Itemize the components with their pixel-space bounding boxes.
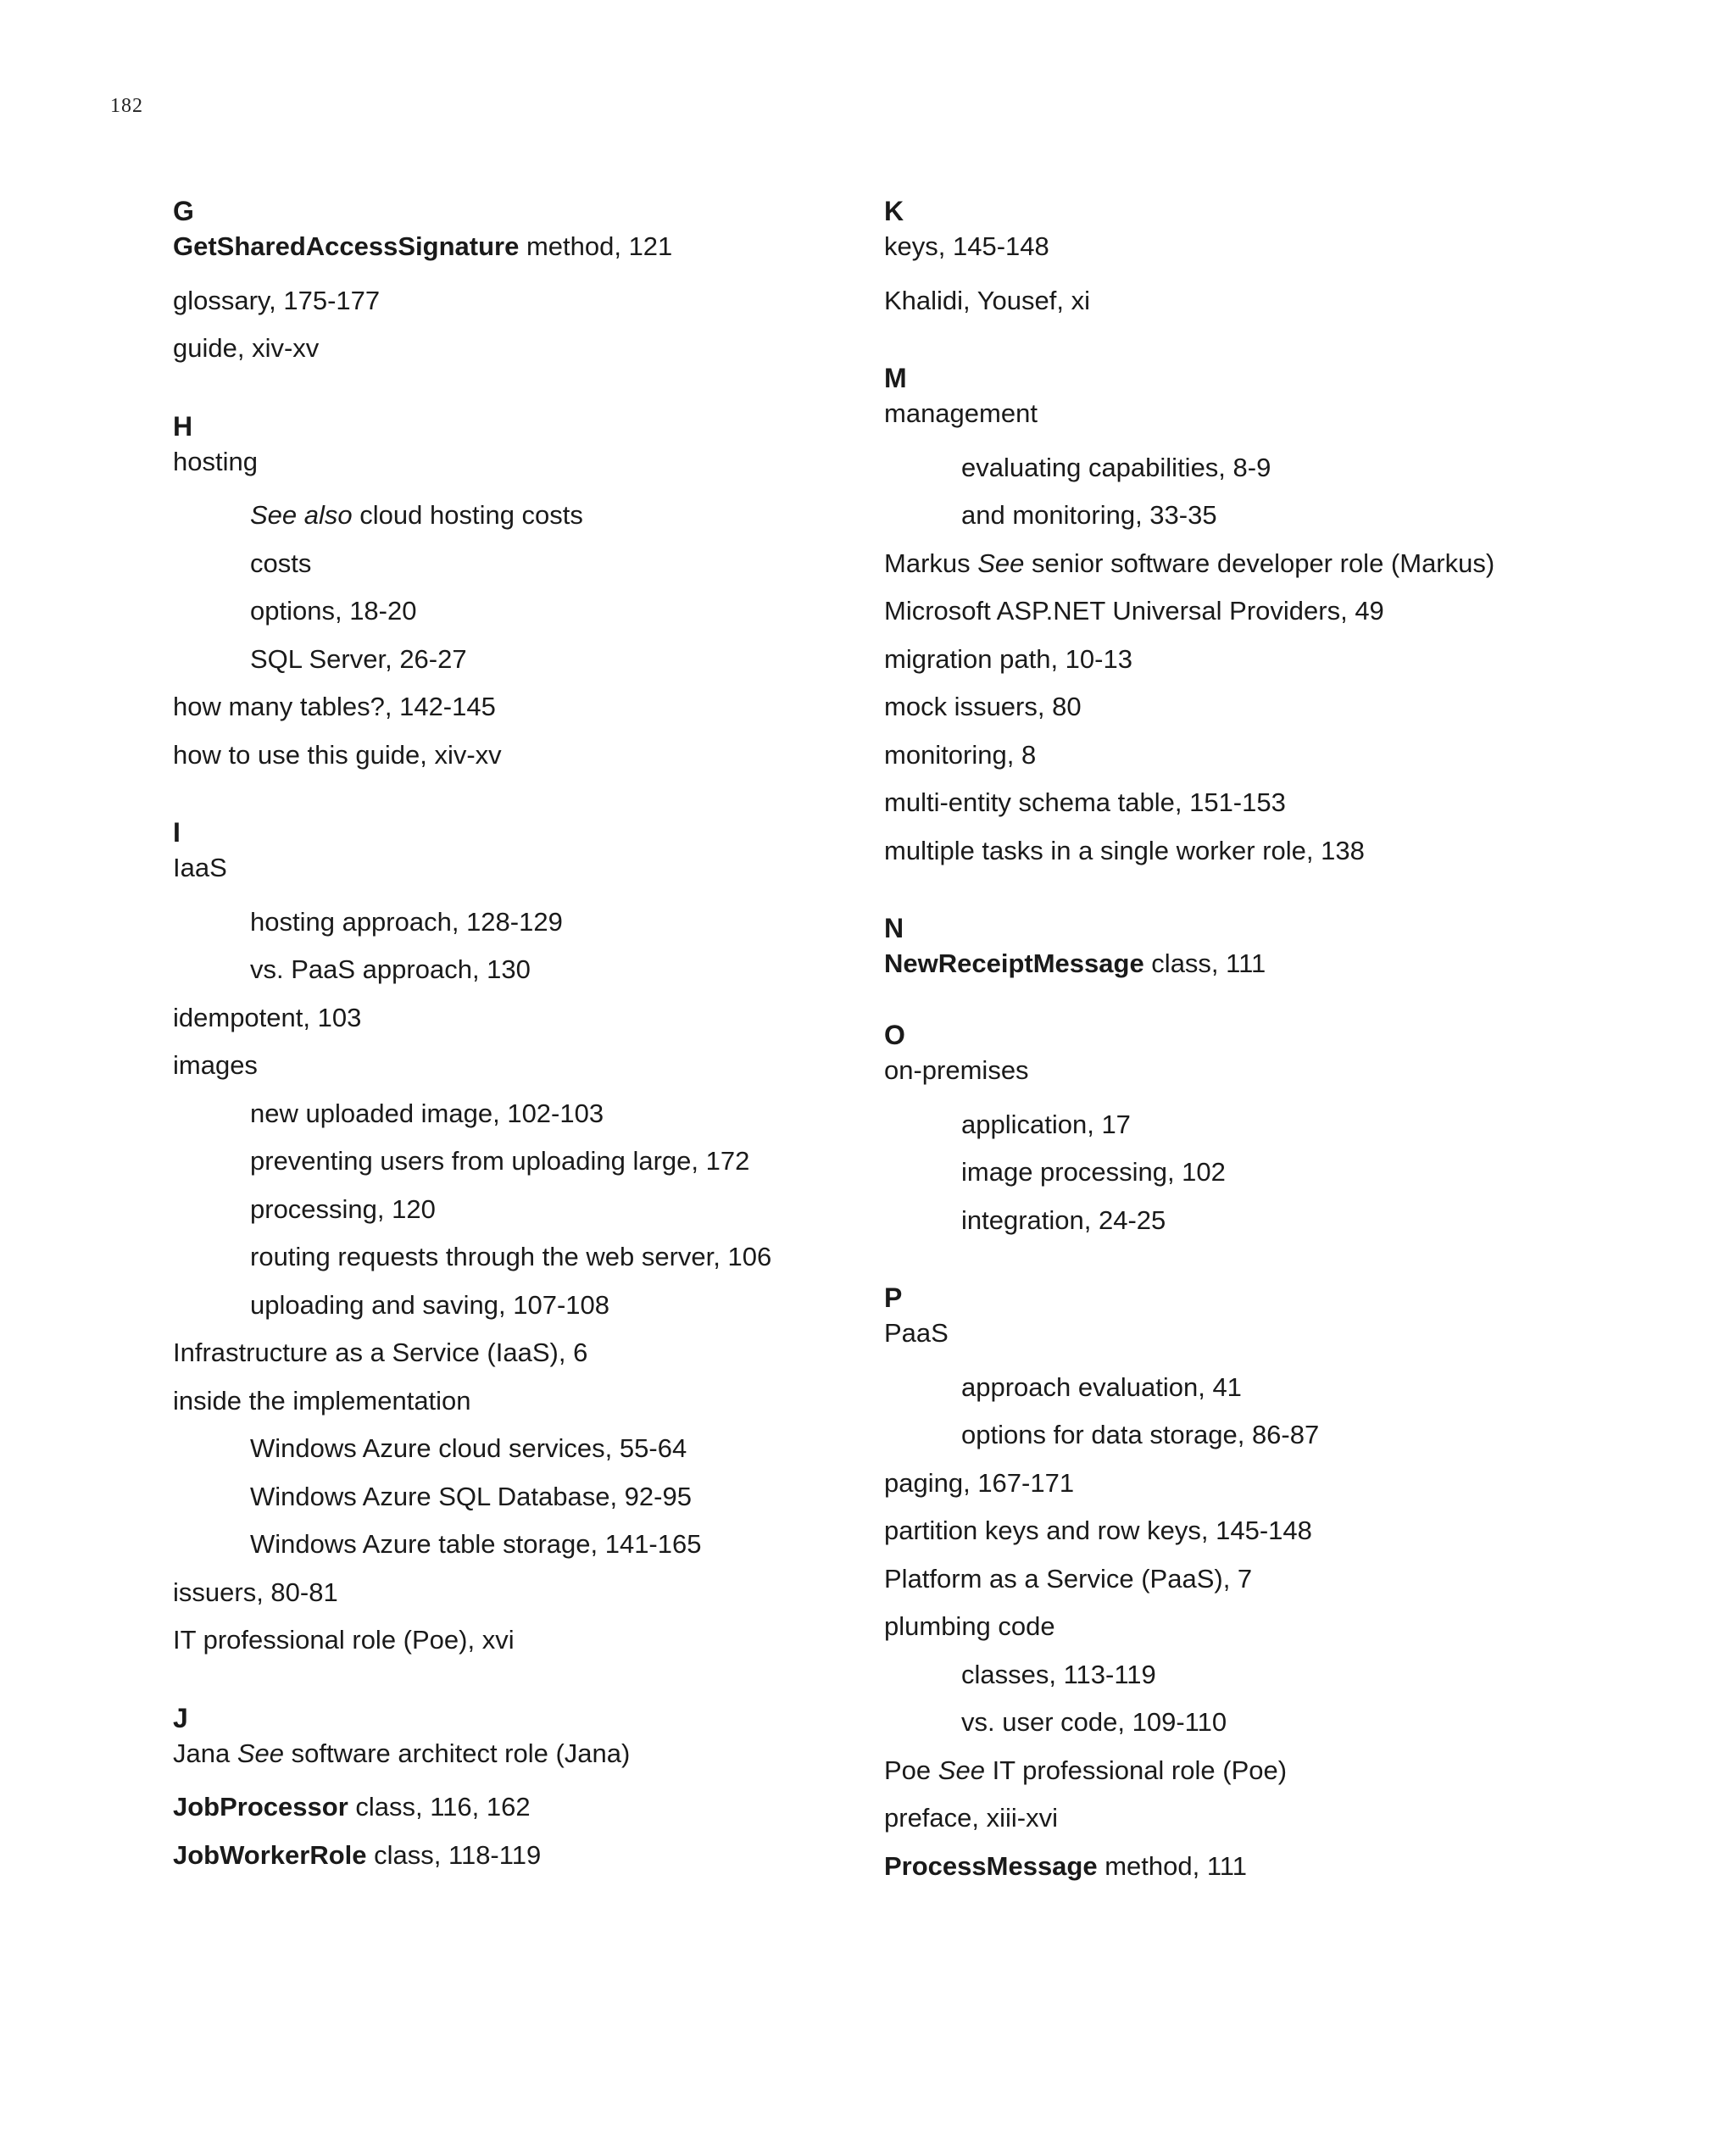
entry-text: glossary, 175-177 [173,285,381,315]
index-subentry [173,1521,851,1569]
entry-text: Jana [173,1738,237,1768]
index-entry [884,277,1562,325]
entry-text: method, 111 [1097,1850,1247,1881]
index-subentry [173,1282,851,1330]
entry-text: multiple tasks in a single worker role, 138 [884,835,1365,865]
entry-see-reference: See [977,548,1025,578]
entry-text: Windows Azure SQL Database, 92-95 [250,1481,692,1511]
index-entry [884,1316,1562,1351]
index-entry [173,229,851,264]
index-entry [884,1603,1562,1651]
index-section-j [173,1700,851,1880]
entry-text: new uploaded image, 102-103 [250,1098,604,1128]
index-entry [884,827,1562,876]
index-entry [884,683,1562,731]
index-subentry [173,1233,851,1282]
section-letter: P [884,1282,903,1313]
index-subentry [173,898,851,947]
index-entry [173,1042,851,1090]
index-subentry [173,636,851,684]
entry-text: multi-entity schema table, 151-153 [884,787,1286,817]
index-entry [173,1736,851,1772]
entry-text: partition keys and row keys, 145-148 [884,1516,1312,1545]
index-entry [884,396,1562,431]
entry-term-bold: NewReceiptMessage [884,948,1144,978]
section-letter: J [173,1702,188,1733]
entry-text: classes, 113-119 [961,1659,1156,1689]
entry-text: Khalidi, Yousef, xi [884,285,1091,315]
index-entry [173,994,851,1043]
entry-text: keys, 145-148 [884,231,1049,261]
entry-text: options, 18-20 [250,596,417,626]
index-entry [884,1460,1562,1508]
index-entry [884,1053,1562,1088]
index-section-p [884,1280,1562,1890]
index-entry [173,850,851,886]
entry-see-reference: See [236,1738,285,1768]
section-letter: I [173,817,181,848]
index-section-o [884,1017,1562,1244]
index-subentry [173,1473,851,1521]
index-section-i [173,815,851,1665]
entry-text: IaaS [173,853,227,882]
index-column-right [884,193,1562,1926]
entry-text: Microsoft ASP.NET Universal Providers, 49 [884,596,1384,626]
entry-text: uploading and saving, 107-108 [250,1289,610,1320]
section-letter: K [884,196,904,226]
entry-text: class, 116, 162 [348,1792,531,1822]
entry-text: issuers, 80-81 [173,1577,338,1607]
entry-text: SQL Server, 26-27 [250,643,467,674]
entry-text: routing requests through the web server, 106 [250,1242,772,1271]
index-entry [884,636,1562,684]
entry-text: method, 121 [519,231,673,261]
entry-text: integration, 24-25 [961,1204,1166,1235]
entry-text: guide, xiv-xv [173,333,320,363]
entry-text: monitoring, 8 [884,739,1037,770]
index-entry [173,325,851,373]
index-entry [173,1783,851,1832]
entry-text: image processing, 102 [961,1157,1226,1187]
index-entry [173,1329,851,1377]
entry-text: hosting [173,446,258,476]
index-subentry [884,1364,1562,1412]
index-subentry [173,946,851,994]
entry-text: senior software developer role (Markus) [1024,548,1495,578]
index-entry [884,587,1562,636]
page-number: 182 [110,95,143,117]
section-letter: H [173,410,193,442]
section-letter: M [884,363,907,393]
entry-term-bold: JobProcessor [173,1792,348,1822]
entry-text: paging, 167-171 [884,1467,1075,1498]
index-entry [884,1555,1562,1604]
entry-text: evaluating capabilities, 8-9 [961,452,1271,482]
entry-text: vs. user code, 109-110 [961,1707,1227,1737]
index-subentry [884,492,1562,540]
entry-text: on-premises [884,1055,1029,1085]
index-subentry [884,1411,1562,1460]
entry-text: and monitoring, 33-35 [961,500,1217,530]
entry-text: processing, 120 [250,1193,436,1224]
index-entry [884,1507,1562,1555]
index-entry [884,1747,1562,1795]
index-entry [173,444,851,480]
section-letter: N [884,913,904,943]
index-entry [173,1832,851,1880]
entry-text: how many tables?, 142-145 [173,692,496,721]
index-entry [884,229,1562,264]
index-subentry [173,540,851,588]
section-letter: G [173,196,194,226]
index-subentry [173,587,851,636]
index-entry [884,779,1562,827]
entry-text: Windows Azure table storage, 141-165 [250,1529,702,1559]
index-entry [884,1843,1562,1891]
index-subentry [173,492,851,540]
index-entry [173,277,851,325]
index-section-m [884,360,1562,875]
index-section-h [173,409,851,780]
entry-text: class, 118-119 [366,1839,542,1870]
entry-text: management [884,398,1038,428]
index-column-left [173,193,851,1915]
index-subentry [884,444,1562,492]
entry-text: vs. PaaS approach, 130 [250,954,531,984]
entry-text: Infrastructure as a Service (IaaS), 6 [173,1338,588,1367]
index-section-g [173,193,851,373]
index-entry [884,540,1562,588]
entry-text: IT professional role (Poe), xvi [173,1625,515,1655]
entry-text: images [173,1050,258,1080]
index-entry [173,683,851,731]
entry-text: application, 17 [961,1109,1131,1139]
entry-text: how to use this guide, xiv-xv [173,739,502,770]
entry-text: inside the implementation [173,1385,471,1416]
entry-text: idempotent, 103 [173,1002,362,1032]
index-subentry [884,1149,1562,1197]
index-entry [173,731,851,780]
index-entry [884,946,1562,982]
index-section-k [884,193,1562,325]
entry-term-bold: ProcessMessage [884,1850,1098,1881]
index-subentry [884,1651,1562,1699]
entry-text: plumbing code [884,1611,1055,1641]
entry-text: software architect role (Jana) [284,1738,631,1768]
entry-term-bold: JobWorkerRole [173,1839,367,1870]
index-entry [173,1377,851,1426]
entry-text: options for data storage, 86-87 [961,1420,1320,1449]
entry-text: costs [250,548,312,578]
entry-see-reference: See [938,1755,985,1785]
entry-text: migration path, 10-13 [884,643,1132,674]
index-entry [173,1616,851,1665]
entry-term-bold: GetSharedAccessSignature [173,231,520,261]
entry-text: preface, xiii-xvi [884,1803,1058,1833]
index-subentry [173,1138,851,1186]
index-subentry [884,1197,1562,1245]
entry-text: IT professional role (Poe) [984,1755,1288,1785]
index-subentry [173,1090,851,1138]
index-subentry [884,1101,1562,1149]
entry-text: PaaS [884,1318,949,1348]
entry-text: class, 111 [1143,948,1266,978]
index-subentry [884,1699,1562,1747]
entry-see-reference: See also [250,500,353,530]
entry-text: Poe [884,1755,938,1785]
index-entry [884,731,1562,780]
entry-text: Platform as a Service (PaaS), 7 [884,1563,1253,1594]
index-section-n [884,910,1562,982]
entry-text: mock issuers, 80 [884,692,1082,721]
index-subentry [173,1186,851,1234]
index-entry [884,1794,1562,1843]
index-subentry [173,1425,851,1473]
entry-text: Windows Azure cloud services, 55-64 [250,1433,687,1463]
entry-text: cloud hosting costs [352,500,583,530]
section-letter: O [884,1020,905,1050]
entry-text: hosting approach, 128-129 [250,906,563,937]
index-entry [173,1569,851,1617]
entry-text: Markus [884,548,978,578]
entry-text: approach evaluation, 41 [961,1371,1242,1402]
entry-text: preventing users from uploading large, 172 [250,1146,750,1176]
